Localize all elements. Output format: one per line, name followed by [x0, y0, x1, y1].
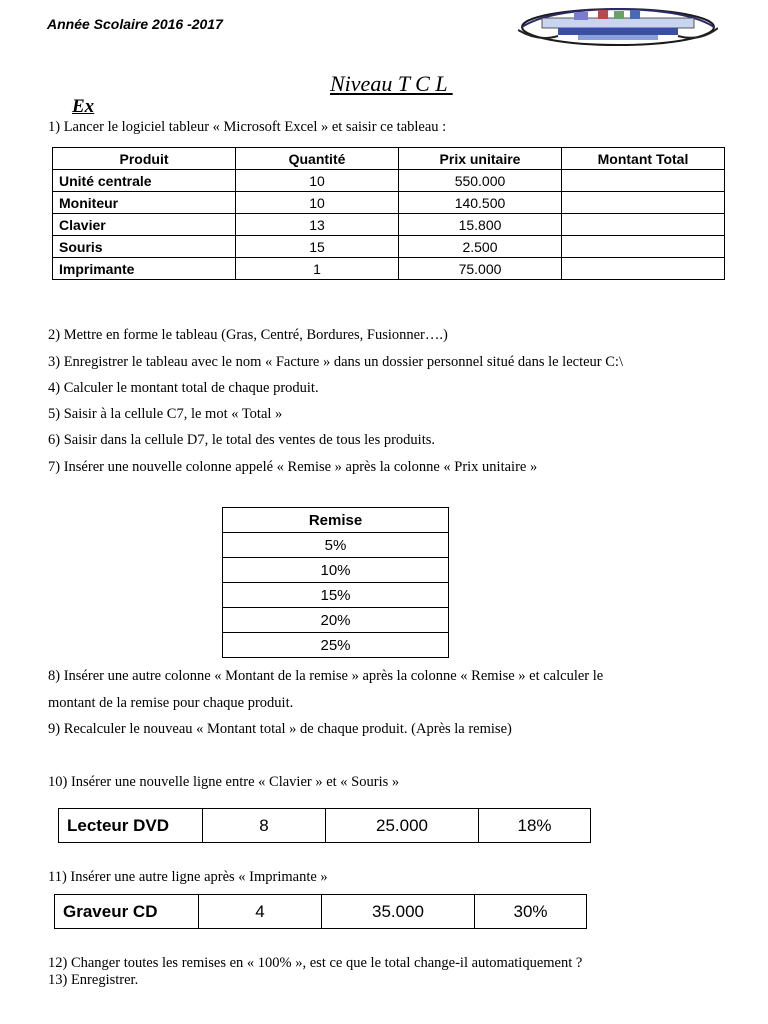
- step-9: 9) Recalculer le nouveau « Montant total » de chaque produit. (Après la remise): [48, 721, 512, 737]
- cell-remise: 25%: [223, 633, 449, 658]
- step-11: 11) Insérer une autre ligne après « Imprimante »: [48, 869, 328, 885]
- cell-produit: Souris: [53, 236, 236, 258]
- table-row: [55, 895, 587, 929]
- table-row: [53, 258, 725, 280]
- step-5: 5) Saisir à la cellule C7, le mot « Total »: [48, 406, 283, 422]
- table-row: [53, 214, 725, 236]
- cell-montant: [562, 170, 725, 192]
- step-7: 7) Insérer une nouvelle colonne appelé « Remise » après la colonne « Prix unitaire »: [48, 459, 538, 475]
- step-6: 6) Saisir dans la cellule D7, le total des ventes de tous les produits.: [48, 432, 435, 448]
- cell-produit: Clavier: [53, 214, 236, 236]
- cell-prix: 75.000: [399, 258, 562, 280]
- table-row: [53, 236, 725, 258]
- cell-montant: [562, 236, 725, 258]
- dvd-row-table: [58, 808, 591, 843]
- cell-remise: 30%: [475, 895, 587, 929]
- school-logo: [518, 6, 718, 48]
- cell-prix: 25.000: [326, 809, 479, 843]
- step-2: 2) Mettre en forme le tableau (Gras, Centré, Bordures, Fusionner….): [48, 327, 448, 343]
- step-12: 12) Changer toutes les remises en « 100% », est ce que le total change-il automatiquement ?: [48, 955, 583, 971]
- cell-remise: 5%: [223, 533, 449, 558]
- table-row: [53, 192, 725, 214]
- products-table: [52, 147, 725, 280]
- table-row: [223, 558, 449, 583]
- table-header-row: [53, 148, 725, 170]
- cell-prix: 550.000: [399, 170, 562, 192]
- cell-quantite: 4: [199, 895, 322, 929]
- school-year: Année Scolaire 2016 -2017: [47, 16, 223, 32]
- cell-produit: Lecteur DVD: [59, 809, 203, 843]
- cell-montant: [562, 258, 725, 280]
- table-row: [59, 809, 591, 843]
- cell-quantite: 15: [236, 236, 399, 258]
- cell-prix: 2.500: [399, 236, 562, 258]
- step-3: 3) Enregistrer le tableau avec le nom « Facture » dans un dossier personnel situé dans le lecteur C:\: [48, 354, 623, 370]
- table-row: [223, 583, 449, 608]
- cell-remise: 20%: [223, 608, 449, 633]
- col-header-montant: Montant Total: [562, 148, 725, 170]
- cell-remise: 10%: [223, 558, 449, 583]
- col-header-produit: Produit: [53, 148, 236, 170]
- cell-produit: Moniteur: [53, 192, 236, 214]
- cell-remise: 18%: [479, 809, 591, 843]
- step-1: 1) Lancer le logiciel tableur « Microsoft Excel » et saisir ce tableau :: [48, 119, 447, 135]
- table-row: [223, 633, 449, 658]
- table-row: [53, 170, 725, 192]
- cell-produit: Imprimante: [53, 258, 236, 280]
- cell-quantite: 10: [236, 192, 399, 214]
- cell-prix: 140.500: [399, 192, 562, 214]
- cell-montant: [562, 192, 725, 214]
- cell-remise: 15%: [223, 583, 449, 608]
- table-row: [223, 533, 449, 558]
- cell-prix: 15.800: [399, 214, 562, 236]
- step-10: 10) Insérer une nouvelle ligne entre « Clavier » et « Souris »: [48, 774, 400, 790]
- step-13: 13) Enregistrer.: [48, 972, 139, 988]
- level-title: Niveau T C L: [330, 71, 453, 96]
- cell-quantite: 8: [203, 809, 326, 843]
- exercise-label: Ex: [72, 96, 95, 117]
- cell-produit: Graveur CD: [55, 895, 199, 929]
- cell-prix: 35.000: [322, 895, 475, 929]
- table-row: [223, 608, 449, 633]
- cell-quantite: 1: [236, 258, 399, 280]
- cd-row-table: [54, 894, 587, 929]
- cell-montant: [562, 214, 725, 236]
- step-8-line-2: montant de la remise pour chaque produit.: [48, 695, 294, 711]
- step-4: 4) Calculer le montant total de chaque produit.: [48, 380, 319, 396]
- cell-produit: Unité centrale: [53, 170, 236, 192]
- table-header-row: [223, 508, 449, 533]
- step-8-line-1: 8) Insérer une autre colonne « Montant de la remise » après la colonne « Remise » et calculer le: [48, 668, 604, 684]
- cell-quantite: 13: [236, 214, 399, 236]
- cell-quantite: 10: [236, 170, 399, 192]
- col-header-prix: Prix unitaire: [399, 148, 562, 170]
- col-header-quantite: Quantité: [236, 148, 399, 170]
- remise-table: [222, 507, 449, 658]
- col-header-remise: Remise: [223, 508, 449, 533]
